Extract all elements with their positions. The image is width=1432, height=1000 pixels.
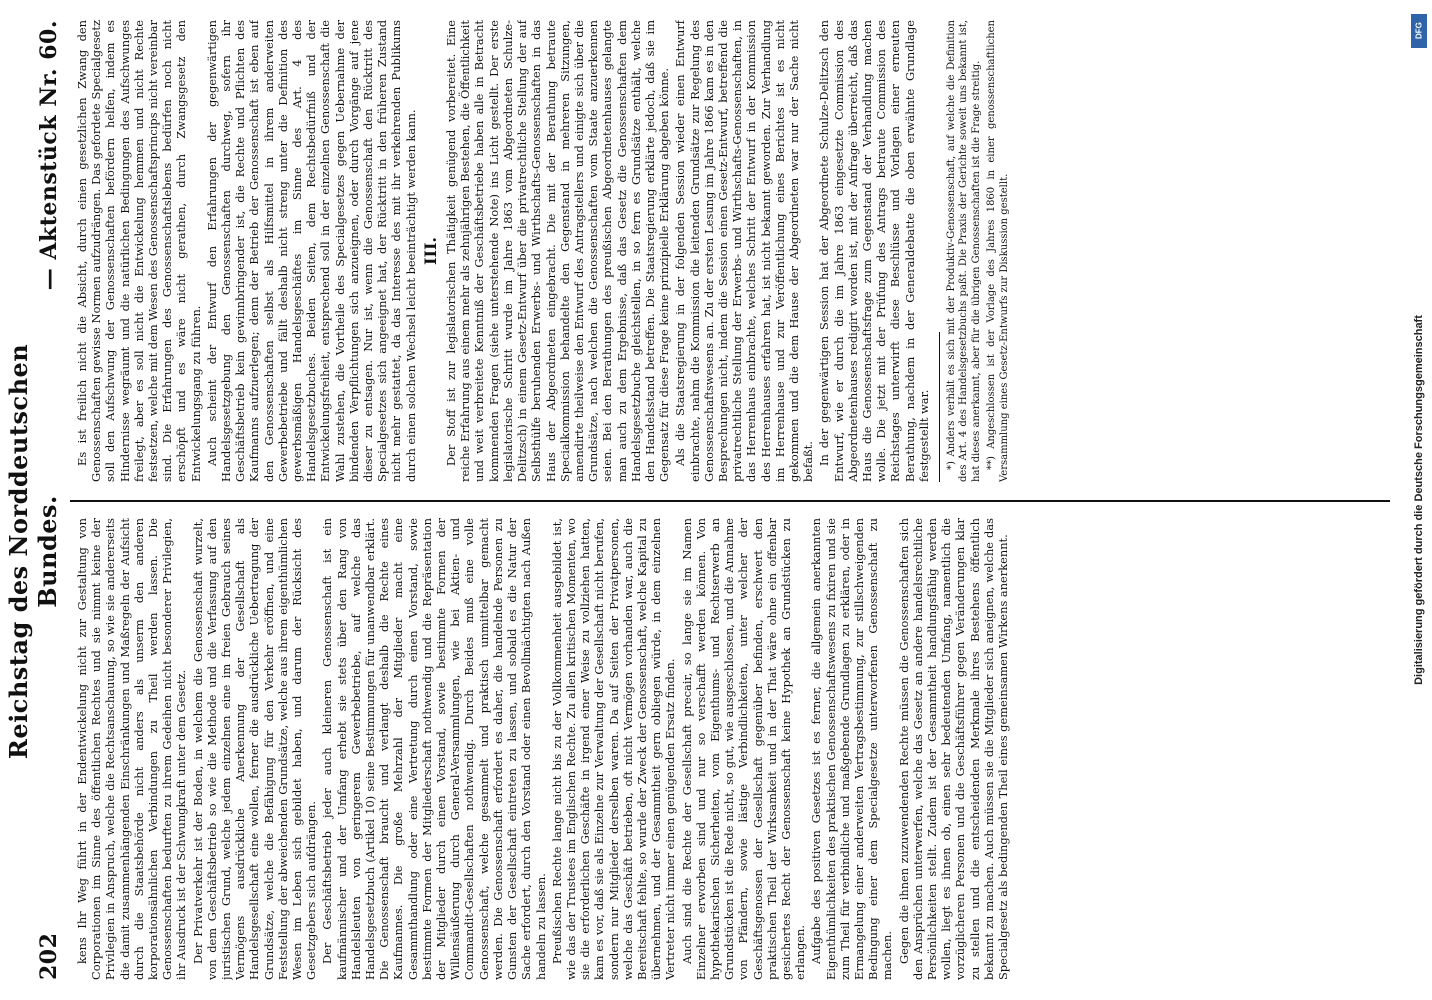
page-number: 202 — [36, 932, 62, 980]
paragraph: Der Stoff ist zur legislatorischen Thätigkeit genügend vorbereitet. Eine reiche Erfahrung aus einem mehr als zehnjährigen Bestehen, die Öffentlichkeit und weit verbreitete Kenntniß der Geschäftsbetriebe haben alle in Betracht kommenden Fragen (siehe unterstehende Note) ins Licht gestellt. Der erste legislatorische Schritt wurde im Jahre 1863 vom Abgeordneten Schulze-Delitzsch) in einem Gesetz-Entwurf über die privatrechtliche Stellung der auf Selbsthülfe beruhenden Erwerbs- und Wirthschafts-Genossenschaften in das Haus der Abgeordneten eingebracht. Die mit der Berathung betraute Specialkommission behandelte den Gegenstand in mehreren Sitzungen, amendirte theilweise den Entwurf des Antragstellers und einigte sich über die Grundsätze, nach welchen die Genossenschaften vom Staate anzuerkennen seien. Bei den Berathungen des preußischen Abgeordnetenhauses gelangte man auch zu dem Ergebnisse, daß das Gesetz die Genossenschaften dem Handelsgesetzbuche gleichstellen, in so fern es Grundsätze enthält, welche den Handelsstand betreffen. Die Staatsregierung erklärte jedoch, daß sie im Gegensatz für diese Frage keine prinzipielle Erklärung abgeben könne. — [444, 20, 672, 482]
paragraph: kens Ihr Weg führt in der Endentwickelung nicht zur Gestaltung von Corporationen im Sinne des öffentlichen Rechtes und sie nimmt keine der Privilegien in Anspruch, welche die Rechtsanschauung, so wie sie andererseits die damit zusammenhängenden Einschränkungen und Maßregeln der Aufsicht durch die Staatsbehörde nicht anders als unserm den anderen korporationsähnlichen Verbindungen zu Theil werden lassen. Die Genossenschaften bedurften zu ihrem Gedeihen nicht besonderer Privilegien, ihr Ausdruck ist der Schwungkraft unter dem Gesetz. — [75, 518, 189, 980]
page-title: Reichstag des Norddeutschen Bundes. — [4, 343, 62, 760]
footnotes — [946, 20, 1012, 482]
dfg-logo: DFG — [1411, 14, 1427, 48]
page-header — [4, 20, 62, 980]
paragraph: Es ist freilich nicht die Absicht, durch einen gesetzlichen Zwang den Genossenschaften gewisse Normen aufzudrängen. Das gefordete Specialgesetz soll den Aufschwung der Genossenschaften befördern helfen, indem es Hindernisse wegräumt und die natürlichen Bedingungen des Aufschwunges freilegt, aber es soll nicht die Entwickelung hemmen und nicht Rechte festsetzen, welche mit dem Wesen des Genossenschaftsprincips nicht vereinbar sind. Die Erfahrungen des Genossenschaftslebens bedürfen noch nicht erschöpft und es wäre nicht gerathen, durch Zwangsgesetz den Entwickelungsgang zu führen. — [75, 20, 203, 482]
document-reference: — Aktenstück Nr. 60. — [36, 20, 62, 291]
paragraph: Preußischen Rechte lange nicht bis zu der Vollkommenheit ausgebildet ist, wie das der Trustees im Englischen Rechte. Zu allen kritischen Momenten, wo sie die erforderlichen Geschäfte in irgend einer Weise zu vollziehen hatten, kam es vor, daß sie als Einzelne zur Verwaltung der Gesellschaft nicht berufen, sondern nur Mitglieder derselben waren. Da auf Seiten der Privatpersonen, welche das Geschäft betrieben, oft nicht Vermögen vorhanden war, auch die Bereitschaft fehlte, so wurde der Zweck der Genossenschaft, welche Kapital zu übernehmen, und der Gesammtheit gern obliegen würde, in dem einzelnen Vertreter nicht immer einen genügenden Ersatz finden. — [549, 518, 678, 980]
left-column — [75, 518, 1395, 980]
paragraph: Auch scheint der Entwurf den Erfahrungen der gegenwärtigen Handelsgesetzgebung den Genossenschaften durchweg, sofern ihr Geschäftsbetrieb kein gewinnbringender ist, die Rechte und Pflichten des Kaufmanns aufzuerlegen; denn der Betrieb der Genossenschaft ist eben auf den Genossenschaften selbst als Hilfsmittel in ihrem anderweiten Gewerbebetriebe und fällt deshalb nicht streng unter die Definition des gewerbsmäßigen Handelsgeschäftes im Sinne des Art. 4 des Handelsgesetzbuches. Beiden Seiten, dem Rechtsbedürfniß und der Entwickelungsfreiheit, entsprechend soll in der einzelnen Genossenschaft die Wahl zustehen, die Vortheile des Specialgesetzes gegen Uebernahme der bindenden Verpflichtungen sich anzueignen, oder durch Vorgänge auf jene dieser zu entsagen. Nur ist, wenn die Genossenschaft den Rücktritt des Specialgesetzes sich angeeignet hat, der Rücktritt in den früheren Zustand nicht mehr gestattet, da das Interesse des mit ihr verkehrenden Publikums durch einen solchen Wechsel leicht beeinträchtigt werden kann. — [204, 20, 418, 482]
paragraph: Als die Staatsregierung in der folgenden Session wieder einen Entwurf einbrachte, nahm die Kommission die leitenden Grundsätze zur Regelung des Genossenschaftswesens an. Zu der ersten Lesung im Jahre 1866 kam es in den Besprechungen nicht, indem die Session einen Gesetz-Entwurf, betreffend die privatrechtliche Stellung der Erwerbs- und Wirthschafts-Genossenschaften, in das Herrenhaus einbrachte, welches Schritt der Entwurf in der Kommission des Herrenhauses erfahren hat, ist nicht bekannt geworden. Zur Verhandlung im Herrenhause und zur Veröffentlichung eines Berichtes ist es nicht gekommen und die dem Hause der Abgeordneten war nur der Sache nicht befaßt. — [673, 20, 816, 482]
paragraph: In der gegenwärtigen Session hat der Abgeordnete Schulze-Delitzsch den Entwurf, wie er durch die im Jahre 1863 eingesetzte Commission des Abgeordnetenhauses redigirt worden ist, mit der Anfrage überreicht, daß das Haus die Genossenschaftsfrage zum Gegenstand der Verhandlung machen wolle. Die jetzt mit der Prüfung des Antrags betraute Commission des Reichstages unterwirft diese Beschlüsse und Vorlagen einer erneuten Berathung, nachdem in der Generaldebatte die oben erwähnte Grundlage festgestellt war. — [817, 20, 931, 482]
paragraph: Der Privatverkehr ist der Boden, in welchem die Genossenschaft wurzelt, von dem Geschäftsbetrieb so wie die Methode und die Verfassung auf den juristischen Grund, welche jedem einzelnen eine im freien Gebrauch seines Vermögens ausdrückliche Anerkennung der Gesellschaft als Handelsgesellschaft eine wollen, ferner die ausdrückliche Uebertragung der Grundsätze, welche die Befähigung für den Verkehr eröffnen, und eine Feststellung der abweichenden Grundsätze, welche aus ihrem eigenthümlichen Wesen im Leben sich gebildet haben, und darum der Rücksicht des Gesetzgebers sich aufdrängen. — [190, 518, 319, 980]
section-number: III. — [420, 236, 440, 266]
footnote: **) Angeschlossen ist der Vorlage des Jahres 1860 in einer genossenschaftlichen Versammlung eines Gesetz-Entwurfs zur Diskussion gestellt. — [986, 20, 1010, 482]
digitization-watermark — [1410, 10, 1428, 990]
paragraph: Der Geschäftsbetrieb jeder auch kleineren Genossenschaft ist ein kaufmännischer und der Umfang erhebt sie stets über den Rang von Handelsleuten von geringerem Gewerbebetriebe, auf welche das Handelsgesetzbuch (Artikel 10) seine Bestimmungen für unanwendbar erklärt. Die Genossenschaft braucht und verlangt deshalb die Rechte eines Kaufmannes. Die große Mehrzahl der Mitglieder macht eine Gesammthandlung oder eine Vertretung durch einen Vorstand, sowie bestimmte Formen der Mitgliederschaft nothwendig und die Repräsentation der Mitglieder durch einen Vorstand, sowie bestimmte Formen der Willensäußerung durch General-Versammlungen, wie bei Aktien- und Commandit-Gesellschaften nothwendig. Durch Beides muß eine volle Genossenschaft, welche gesammelt und praktisch unmittelbar gemacht werden. Die Genossenschaft erfordert es daher, die handelnde Personen zu Gunsten der Gesellschaft eintreten zu lassen, und sobald es die Natur der Sache erfordert, durch den Vorstand oder einen Bevollmächtigten nach Außen handeln zu lassen. — [320, 518, 548, 980]
footnote: *) Anders verhält es sich mit der Produktiv-Genossenschaft, auf welche die Definition des Art. 4 des Handelsgesetzbuchs paßt. Die Praxis der Gerichte soweit uns bekannt ist, hat dieses anerkannt, aber für die übrigen Genossenschaften ist die Frage streitig. — [945, 20, 982, 482]
paragraph: Gegen die ihnen zuzuwendenden Rechte müssen die Genossenschaften sich den Ansprüchen unterwerfen, welche das Gesetz an andere handelsrechtliche Persönlichkeiten stellt. Zudem ist der Gesammtheit handlungsfähig werden wollen, liegt es ihnen ob, einen sehr bedeutenden Umfang, namentlich die vorzüglicheren Personen und die Geschäftsführer gegen Veränderungen klar zu stellen und die entscheidenden Merkmale ihres Bestehens öffentlich bekannt zu machen. Auch müssen sie die Mitglieder sich aneignen, welche das Specialgesetz als bedingenden Theil eines gemeinsamen Wirkens anerkennt. — [896, 518, 1010, 980]
footnote-divider — [939, 332, 940, 482]
paragraph: Aufgabe des positiven Gesetzes ist es ferner, die allgemein anerkannten Eigenthümlichkeiten des praktischen Genossenschaftswesens zu fixiren und sie zum Theil für verbindliche und maßgebende Grundlagen zu erklären, oder in Ermangelung einer anderweiten Vertragsbestimmung, zur stillschweigenden Bedingung einer dem Specialgesetze unterworfenen Genossenschaft zu machen. — [809, 518, 895, 980]
watermark-text: Digitalisierung gefördert durch die Deutsche Forschungsgemeinschaft — [1413, 315, 1425, 685]
right-column — [75, 20, 1395, 482]
paragraph: Auch sind die Rechte der Gesellschaft precair, so lange sie im Namen Einzelner erworben sind und nur so verschafft werden können. Von hypothekarischen Sicherheiten, vom Eigenthums- und Rechtserwerb an Grundstücken ist die Rede nicht, so gut, wie ausgeschlossen, und die Annahme von Pfändern, sowie lästige Verbindlichkeiten, unter welcher der Geschäftsgenossen der Gesellschaft gegenüber befinden, erschwert den praktischen Theil der Wirksamkeit und in der That wäre ohne ein offenbar gesichertes Recht der Genossenschaft keine Hypothek an Grundstücken zu erlangen. — [679, 518, 808, 980]
column-divider — [70, 500, 1390, 502]
